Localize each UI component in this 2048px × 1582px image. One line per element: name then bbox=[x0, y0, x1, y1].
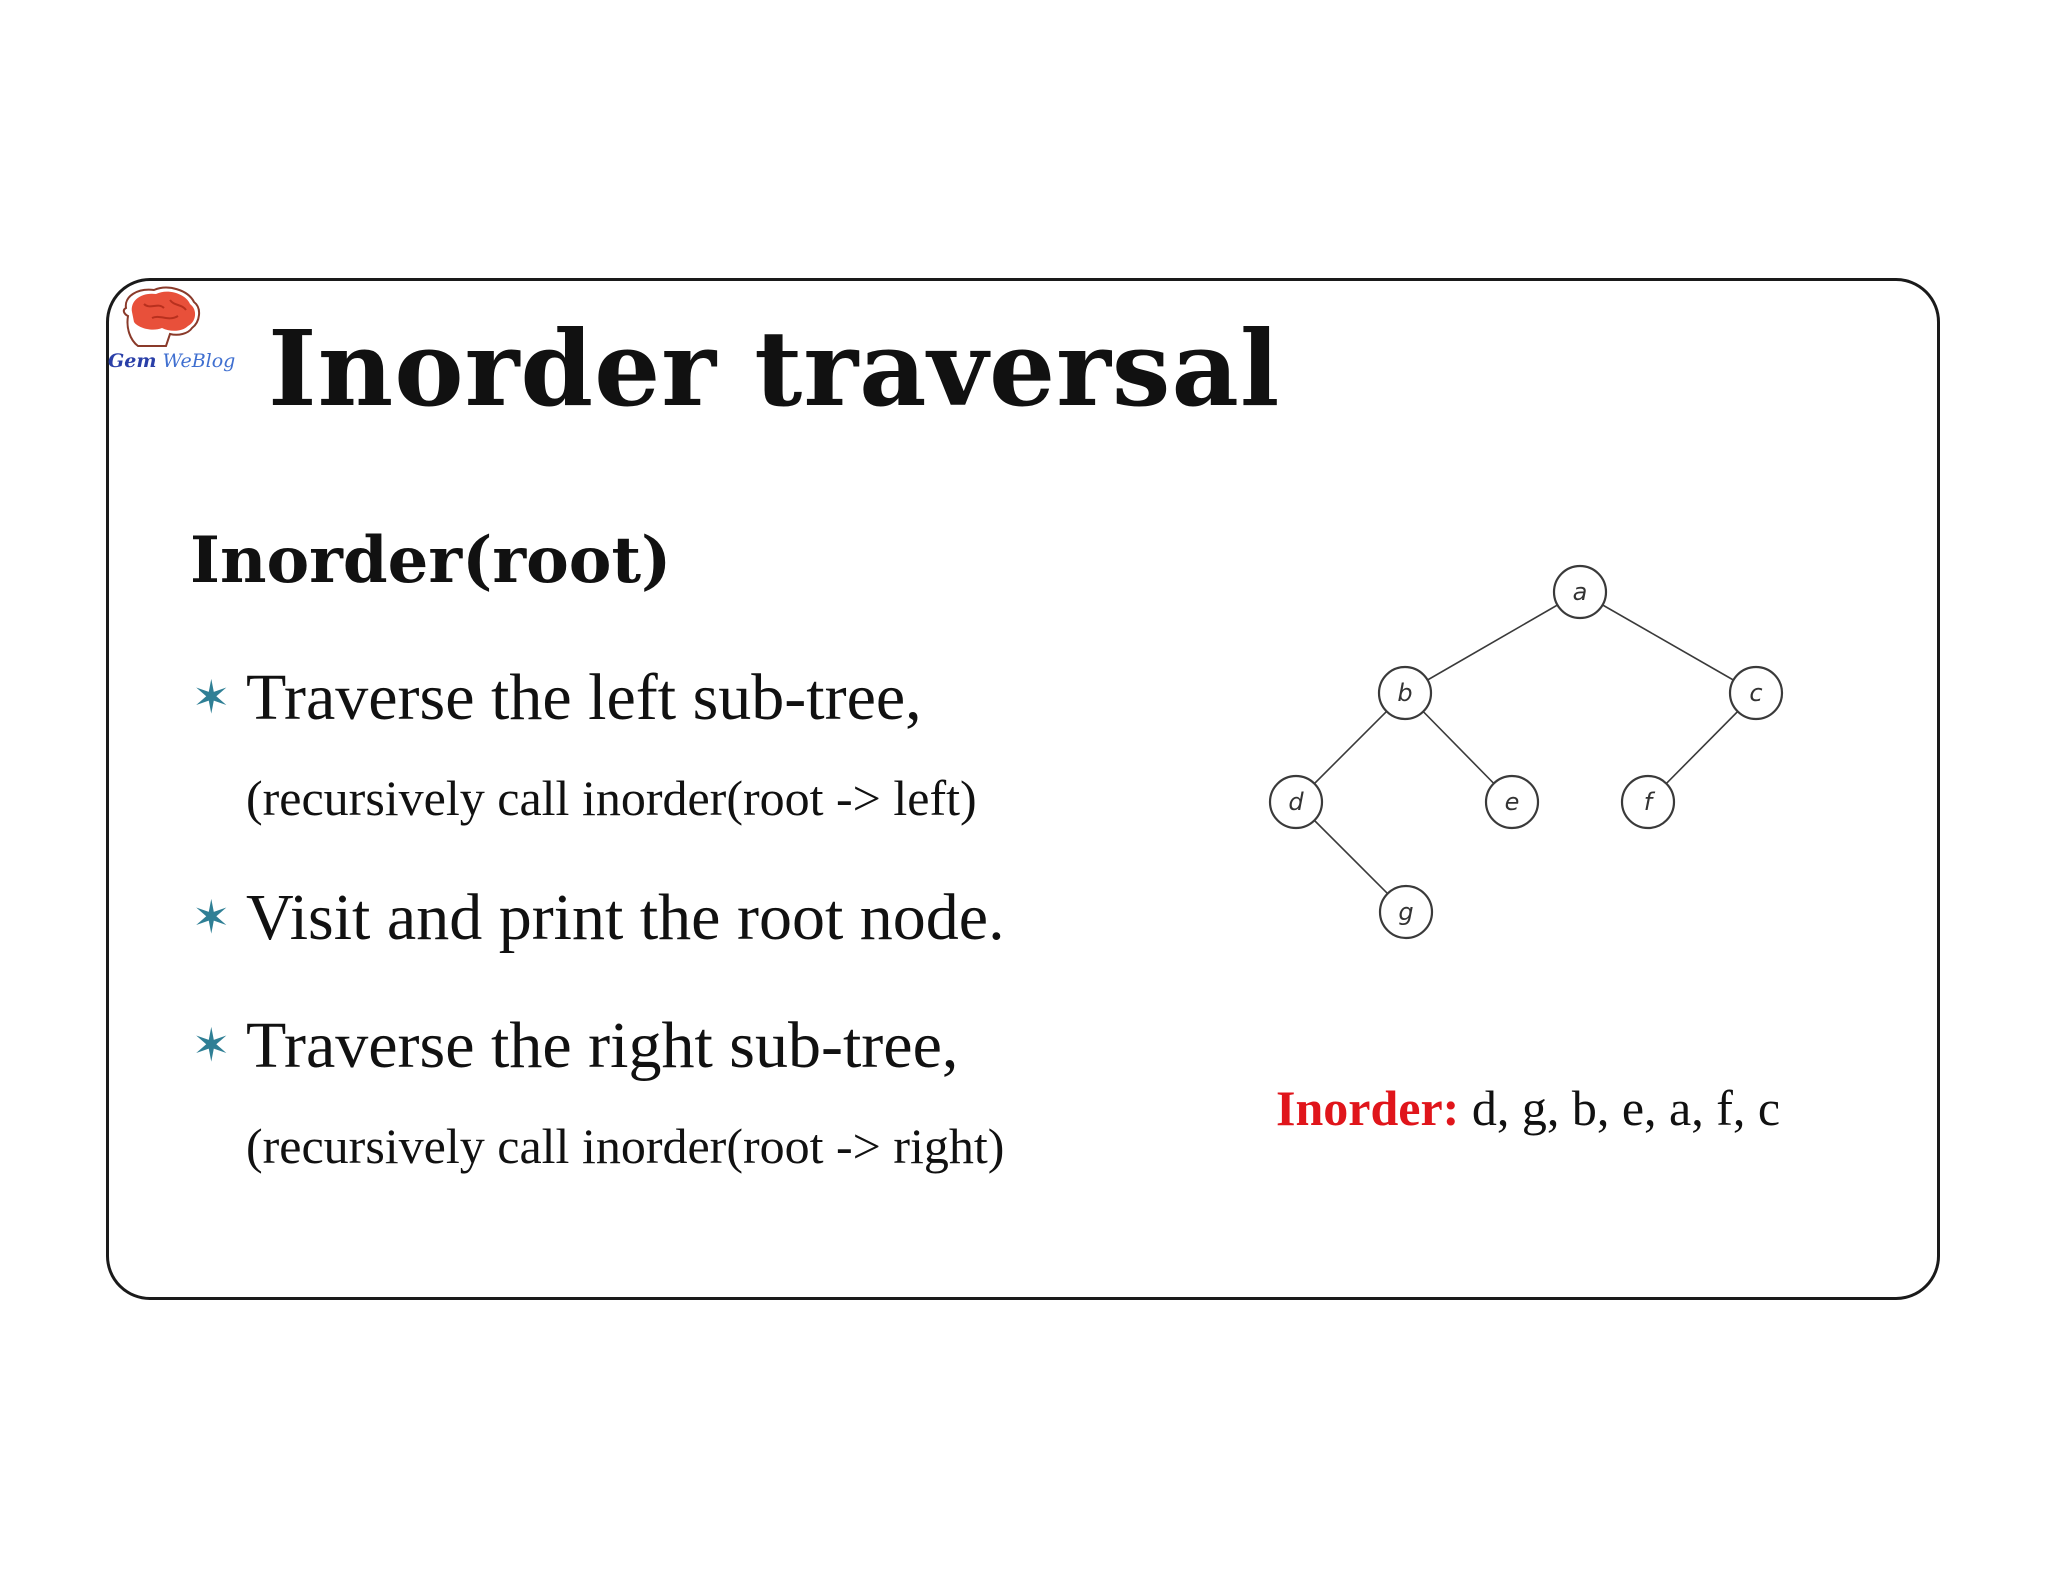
logo-suffix: WeBlog bbox=[162, 350, 236, 372]
result-label: Inorder: bbox=[1276, 1080, 1460, 1136]
tree-node-b bbox=[1379, 667, 1431, 719]
tree-node-d bbox=[1270, 776, 1322, 828]
tree-node-label: g bbox=[1398, 898, 1414, 926]
step-2 bbox=[192, 880, 1005, 956]
brain-head-icon bbox=[108, 282, 226, 354]
step-1-note: (recursively call inorder(root -> left) bbox=[246, 770, 977, 826]
tree-edge-a-c bbox=[1580, 592, 1756, 693]
algorithm-signature: Inorder(root) bbox=[190, 523, 672, 598]
tree-edges bbox=[1296, 592, 1756, 912]
tree-node-label: f bbox=[1643, 788, 1653, 816]
tree-node-label: d bbox=[1288, 788, 1304, 816]
bullet-star-icon: ✶ bbox=[192, 1020, 231, 1071]
step-3-text: Traverse the right sub-tree, bbox=[246, 1009, 959, 1082]
tree-node-g bbox=[1380, 886, 1432, 938]
binary-tree-diagram bbox=[1250, 550, 1810, 950]
step-3 bbox=[192, 1008, 958, 1084]
tree-node-e bbox=[1486, 776, 1538, 828]
tree-node-label: b bbox=[1397, 679, 1413, 707]
gem-weblog-logo bbox=[108, 282, 236, 382]
bullet-star-icon: ✶ bbox=[192, 672, 231, 723]
tree-node-c bbox=[1730, 667, 1782, 719]
step-2-text: Visit and print the root node. bbox=[246, 881, 1005, 954]
inorder-result bbox=[1276, 1080, 1780, 1138]
step-1 bbox=[192, 660, 922, 736]
page-title: Inorder traversal bbox=[268, 307, 1281, 430]
tree-node-label: c bbox=[1749, 679, 1763, 707]
bullet-star-icon: ✶ bbox=[192, 892, 231, 943]
tree-node-label: e bbox=[1504, 788, 1520, 816]
step-1-text: Traverse the left sub-tree, bbox=[246, 661, 922, 734]
logo-wordmark bbox=[108, 350, 236, 372]
tree-node-f bbox=[1622, 776, 1674, 828]
step-3-note: (recursively call inorder(root -> right) bbox=[246, 1118, 1005, 1174]
tree-edge-a-b bbox=[1405, 592, 1580, 693]
tree-node-a bbox=[1554, 566, 1606, 618]
logo-brand: Gem bbox=[108, 350, 157, 372]
result-sequence: d, g, b, e, a, f, c bbox=[1471, 1080, 1781, 1136]
tree-node-label: a bbox=[1572, 578, 1588, 606]
